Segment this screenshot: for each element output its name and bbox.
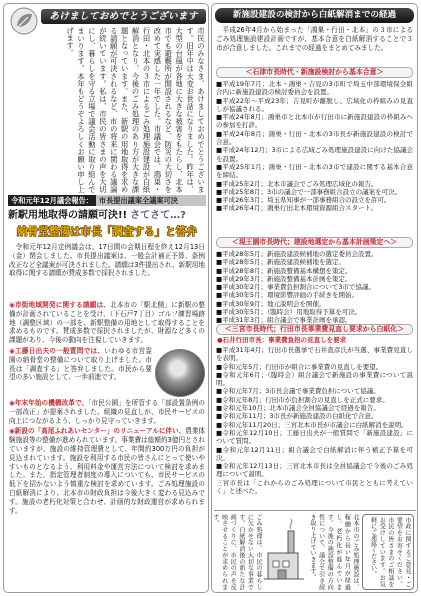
- council-report-band: [8, 195, 206, 206]
- timeline-entry: ■平成26年3月；埼玉県知事が一部事務組合の設立を許可。: [216, 196, 391, 205]
- timeline-entry: ■令和元年6月；（臨時会）組合議会で新施設の事業費について説明。: [216, 370, 413, 388]
- report-item: [9, 427, 205, 515]
- incinerator-illustration-icon: [264, 517, 304, 587]
- note-column-a: ごみ処理は、市民の暮らしに欠かせない大切な事業です。白紙解消後の新たな計画づくりに、市民の声を反映させることが求められます。: [212, 514, 262, 590]
- new-year-greeting-text: 市民のみなさま、あけましておめでとうございます。旧年中は大変お世話になりました。昨年は、大型の台風が各地に大きな被害をもたらし、北本市でも避難所が開設されるなど、防災の大切さを改めて実感した一年でした。市議会では、鴻巣・行田・北本の３市によるごみ処理施設建設が白紙解消となり、今後のごみ処理のあり方が大きな課題となっています。また、新駅の用地取得を求める請願が可決されるなど、市の将来に関わる議論が続いています。私は、市民の皆さまの声を大切にし、暮らしを守る立場で議会活動に取り組んでまいります。本年もどうぞよろしくお願い申し上げます。: [66, 27, 206, 193]
- timeline-entry: ■平成25年8月；3市の議会で一部事務組合設立の議案を可決。: [216, 187, 402, 196]
- timeline-entry: ■平成28年5月；新施設建設候補地の選定委員会設置。: [216, 250, 378, 258]
- report-items: [9, 301, 205, 591]
- timeline-entry: ■平成25年1月；鴻巣・行田・北本の3市で建設に関する基本合意を締結。: [216, 162, 413, 180]
- timeline-entry: ■平成31年3月；組合議会で事業計画を承認。: [216, 316, 352, 325]
- timeline-entry: ■令和元年10月；北本市議会全員協議会で経過を報告。: [216, 404, 380, 413]
- timeline-entry: ■平成24年8月；鴻巣・行田・北本の3市長が新施設建設の検討で合意。: [216, 129, 413, 147]
- report-item: [9, 347, 205, 382]
- report-item-lead: ◉年末年始の機構改革で、: [9, 398, 89, 407]
- timeline-entry: ■令和元年5月；行田市が組合に事業費の見直しを要望。: [216, 362, 383, 371]
- report-item: [9, 301, 205, 345]
- timeline-entry: ■令和元年12月13日；三宮北本市長は全員協議会で今後のごみ処理について説明。: [216, 462, 413, 479]
- timeline-entry: ■平成28年8月；新施設整備基本構想を策定。: [216, 266, 352, 275]
- report-item-text: 「市民公園」を所管する「部設置条例の一部改正」が提案されました。組織の見直しが、市民サービスの向上につながるよう、しっかり見守っていきます。: [9, 398, 205, 425]
- timeline-entry: ■令和元年12月10日；工藤日出夫が一般質問で「新施設建設」について質問。: [216, 428, 413, 446]
- timeline-entry: ■平成29年3月；新施設整備基本計画を策定。: [216, 274, 352, 283]
- headline-ossuary: 納骨堂整備は市長「調査する」と答弁: [16, 226, 198, 238]
- timeline-entry: ■令和元年11月；3市長が新施設建設の白紙化で合意。: [216, 412, 378, 421]
- timeline-entry: ■令和元年8月；行田市が負担割合の見直しを正式に要求。: [216, 395, 389, 404]
- report-item: [9, 399, 205, 425]
- timeline-entry: ■平成19年7月；北本・鴻巣・吉見の3市町で埼玉中部環境保全組合内に新施設建設の検討委員会を設置。: [216, 80, 413, 97]
- section-heading-genouen: ＜現王園市長時代；建設地選定から基本計画策定へ＞: [216, 237, 413, 248]
- timeline-entry: ■令和元年11月20日；三宮北本市長が市議会に白紙解消を説明。: [216, 420, 408, 429]
- report-item-text: 農業体験施設等の整備が進められています。事業費は総額約3億円とされていますが、施設の維持管理費として、年間約300万円の負担が見込まれています。施設を利用する市民の皆さんにとって使いやすいものとなるよう、利用料金や運営方法について検討を求めました。また、指定管理者制度の導入についても、市民サービスの低下を招かないよう慎重な検討を求めています。ごみ処理施設の白紙解消により、北本市の財政負担は今後大きく変わる見込みです。施設の老朽化対策と合わせ、計画的な財政運営が求められます。: [9, 427, 206, 515]
- report-intro: 令和元年12月定例議会は、17日間の会期日程を終え12月13日（金）閉会しました。市長提出議案は、一般会計補正予算、条例改正など全議案が可決されました。請願は3件提出され、新駅用地取得に関する請願が賛成多数で採択されました。: [9, 243, 205, 278]
- timeline-entry: ■平成26年4月；鴻巣行田北本環境資源組合スタート。: [216, 204, 377, 213]
- left-column: [3, 3, 209, 593]
- headline-petition-main: 新駅用地取得の請願可決!!: [8, 210, 128, 221]
- timeline-entry: ■令和元年7月；3市長会議で事業費負担について協議。: [216, 387, 380, 396]
- timeline-entry: ■平成30年2月；事業費負担割合について3市で協議。: [216, 283, 376, 292]
- section-subheading: ●石井行田市長：事業費負担の見直しを要求: [217, 336, 347, 344]
- report-item-lead: ◉市街地域開発に関する請願は、: [9, 301, 111, 309]
- timeline-list-ishizu: [216, 80, 413, 236]
- timeline-entry: ■平成24年12月；3市による広域ごみ処理施設建設に向けた協議会を設置。: [216, 146, 413, 163]
- history-intro: 平成26年4月から始まった「鴻巣・行田・北本」の３市によるごみ処理施設建設計画ですが、基本合意を白紙解消することで３市が合意しました。これまでの経過をまとめてみました。: [216, 26, 413, 52]
- note-column-b: 北本市のごみ処理施設は、稼働から長い年月が経過し、老朽化が進んでいます。今後の施設整備の方向性について、議会で引き続き取り上げていきます。: [309, 514, 359, 590]
- timeline-entry: ■平成24年8月；鴻巣市と北本市が行田市に新施設建設の枠組みへの参加を打診。: [216, 113, 413, 130]
- new-year-banner: あけましておめでとうございます: [41, 9, 206, 24]
- timeline-entry: ■平成31年4月；行田市長選挙で石井直彦氏が当選、事業費見直しを表明。: [216, 346, 413, 363]
- section-heading-ishizu: ＜石津市長時代・新施設検討から基本合意＞: [216, 67, 413, 78]
- timeline-entry: ■令和元年12月11日；組合議会で白紙解消に伴う補正予算を可決。: [216, 445, 413, 462]
- bottom-notes: [214, 510, 416, 592]
- timeline-entry: ■平成22年～平成23年；吉見町が離脱し、広域化の枠組みの見直しが協議される。: [216, 96, 413, 113]
- right-column: [211, 3, 418, 593]
- timeline-entry: 三宮市長は「これからのごみ処理について市民とともに考えていく」と述べた。: [216, 478, 413, 496]
- timeline-entry: ■平成30年9月；地元説明会を開催。: [216, 299, 326, 308]
- report-item-text: 北本市の「駅北側」に新駅の整備が計画されていることを受け、（下石戸7丁目）ゴルフ練習場跡地（調整区域）の一部を、新駅整備の用地として取得することを求めるものです。賛成多数で採択されましたが、財源など多くの課題があり、今後の動向を注視していきます。: [9, 301, 205, 345]
- timeline-list-genouen: [216, 250, 413, 323]
- headline-petition: [8, 208, 206, 223]
- photo-image: [155, 349, 205, 397]
- timeline-entry: ■平成30年5月；環境影響評価の手続きを開始。: [216, 291, 359, 300]
- headline-petition-tail: さてさて…?: [130, 210, 186, 221]
- timeline-list-sannomiya: [216, 346, 413, 508]
- band-text: 市長提出議案全議案可決: [96, 195, 206, 206]
- report-item-lead: ◉工藤日出夫の一般質問では、: [9, 346, 105, 355]
- timeline-entry: ■平成30年5月；（臨時会）用地取得予算を可決。: [216, 308, 362, 317]
- history-banner: 新施設建設の検討から白紙解消までの経過: [215, 8, 414, 23]
- report-item-text: いわゆる市営霊園の納骨堂の整備について取り上げました。市長は「調査する」と答弁しました。市民から要望の多い施設として、一歩前進です。: [9, 346, 152, 382]
- section-heading-sannomiya: ＜三宮市長時代；行田市長事業費見直し要求から白紙化＞: [216, 324, 413, 335]
- contact-box: 市政に関するご意見・ご要望をお寄せください。市民の皆さまのご相談をお受けしています。お気軽にご連絡ください。: [362, 514, 414, 590]
- band-label: 令和元年12月議会報告：: [8, 195, 96, 206]
- timeline-entry: ■平成28年5月；新施設建設候補地を選定。: [216, 258, 346, 267]
- report-item-lead: ◉新設の「高尾ふれあいセンター」のリニューアルに伴い、: [9, 427, 186, 436]
- timeline-entry: ■平成25年2月；北本市議会でごみ処理広域化の報告。: [216, 179, 378, 188]
